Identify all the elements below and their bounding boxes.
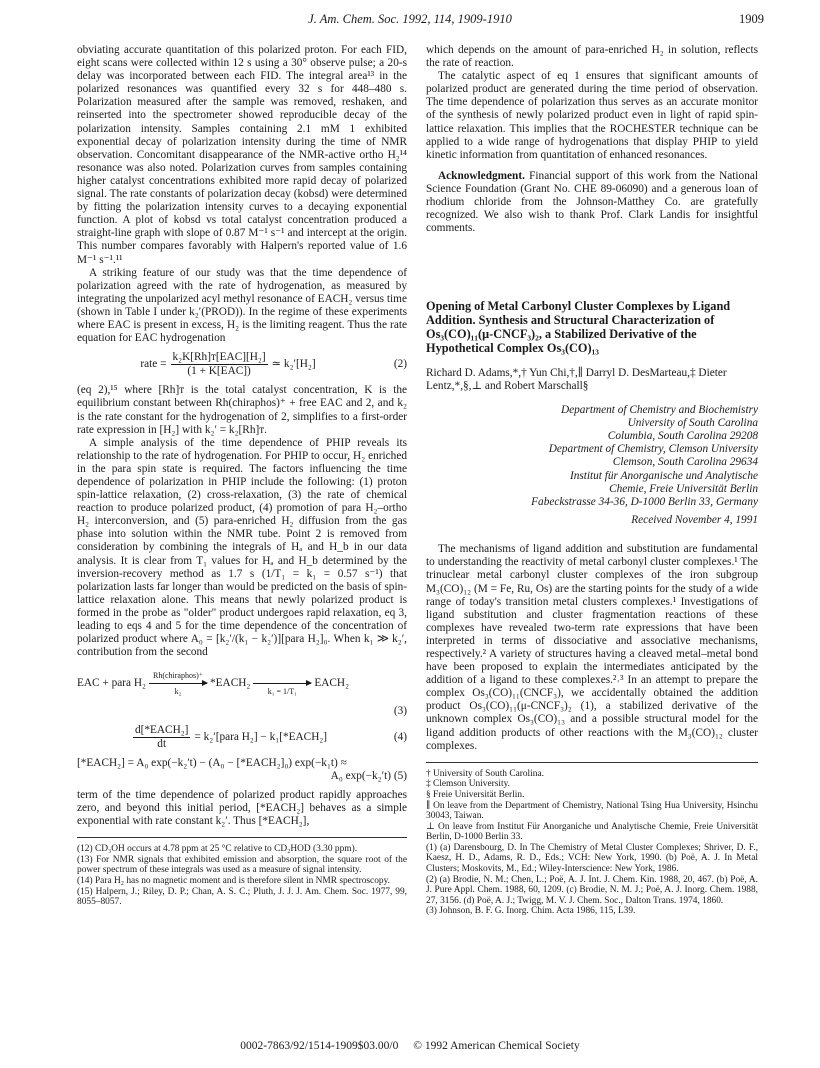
right-column: [426, 44, 758, 917]
footnote: (13) For NMR signals that exhibited emission and absorption, the square root of the power spectrum of these integrals was used as a measure of signal intensity.: [77, 854, 407, 876]
author-list: Richard D. Adams,*,† Yun Chi,†,∥ Darryl D. DesMarteau,‡ Dieter Lentz,*,§,⊥ and Robert Marschall§: [426, 367, 727, 393]
arrow-line: [149, 683, 207, 684]
footnote: (1) (a) Darensbourg, D. In The Chemistry of Metal Cluster Complexes; Shriver, D. F., Kaesz, H. D., Adams, R. D., Eds.; VCH: New York, 1990. (b) Poë, A. J. In Metal Clusters; Moskovits, M., Ed.; Wiley-Interscience: New York, 1986.: [426, 842, 758, 875]
paragraph: (eq 2),¹⁵ where [Rh]ᴛ is the total catalyst concentration, K is the equilibrium constant between Rh(chiraphos)⁺ + free EAC and 2, and k₂ is the rate constant for the hydrogenation of 2, simplifies to a first-order rate expression in [H₂] with k₂′ = k₂[Rh]ᴛ.: [77, 384, 407, 436]
eq-denominator: (1 + K[EAC]): [187, 365, 251, 378]
eq-rhs: ≃ k₂′[H₂]: [271, 358, 316, 371]
footnote: ∥ On leave from the Department of Chemistry, National Tsing Hua University, Hsinchu 30043, Taiwan.: [426, 800, 758, 822]
paragraph: The catalytic aspect of eq 1 ensures that significant amounts of polarized product are generated during the time period of observation. The time dependence of polarization thus serves as an accurate monitor of the synthesis of newly polarized product even in light of rapid spin-lattice relaxation. This implies that the ROCHESTER technique can be applied to a wide range of hydrogenations that display PHIP to yield kinetic information from quantitation of enhanced resonances.: [426, 70, 758, 161]
equation-4: [77, 724, 407, 751]
footnote: (2) (a) Brodie, N. M.; Chen, L.; Poë, A. J. Int. J. Chem. Kin. 1988, 20, 467. (b) Poë, A. J. Pure Appl. Chem. 1988, 60, 1209. (c) Brodie, N. M. J.; Poë, A. J. Inorg. Chem. 1988, 27, 3156. (d) Poë, A. J.; Twigg, M. V. J. Chem. Soc., Dalton Trans. 1974, 1860.: [426, 874, 758, 906]
equation-number: (3): [393, 704, 407, 717]
eq-lhs: rate =: [140, 358, 167, 371]
footnote-divider: [77, 837, 407, 838]
footnotes: [77, 844, 407, 908]
affiliation-line: Fabeckstrasse 34-36, D-1000 Berlin 33, Germany: [531, 495, 758, 508]
paragraph: A simple analysis of the time dependence of PHIP reveals its relationship to the rate of hydrogenation. For PHIP to occur, H₂ enriched in the para spin state is required. The factors influencing the time dependence of polarization in PHIP include the following: (1) proton spin-lattice relaxation, (2) cross-relaxation, (3) the rate of chemical reaction to produce polarized product, (4) promotion of para H₂–ortho H₂ interconversion, and (5) para-enriched H₂ diffusion from the gas phase into solution within the NMR tube. Point 2 is removed from consideration by combining the integrals of Hₐ and H_b in our data analysis. It is clear from T₁ values for Hₐ and H_b determined by the inversion-recovery method as 1.7 s (1/T₁ = k₁ = 0.57 s⁻¹) that polarization lasts far longer than would be predicted on the basis of spin-lattice relaxation alone. This means that newly polarized product is formed in the probe as "older" product undergoes rapid relaxation, eq 3, leading to eqs 4 and 5 for the time dependence of the concentration of polarized product where A₀ = [k₂′/(k₁ − k₂′)][para H₂]₀. When k₁ ≫ k₂′, contribution from the second: [77, 436, 407, 659]
footnote-divider: [426, 762, 758, 763]
footnote: § Freie Universität Berlin.: [426, 789, 525, 800]
footnote: ‡ Clemson University.: [426, 779, 511, 790]
affiliation-line: Clemson, South Carolina 29634: [612, 456, 758, 469]
eq-fraction: [133, 724, 191, 751]
page-footer: [0, 1040, 820, 1052]
acknowledgment-text: Financial support of this work from the National Science Foundation (Grant No. CHE 89-06090) and a generous loan of rhodium chloride from the Johnson-Matthey Co. are gratefully recognized. We also wish to thank Prof. Clark Landis for insightful comments.: [426, 169, 758, 235]
paragraph: which depends on the amount of para-enriched H₂ in solution, reflects the rate of reaction.: [426, 44, 758, 70]
reaction-arrow: [253, 669, 311, 698]
left-column: [77, 44, 407, 908]
equation-number: (4): [393, 730, 407, 743]
paragraph: The mechanisms of ligand addition and substitution are fundamental to understanding the reactivity of metal carbonyl cluster complexes.¹ The trinuclear metal carbonyl cluster complexes of the iron subgroup M₃(CO)₁₂ (M = Fe, Ru, Os) are the starting points for the study of a wide range of today's transition metal clusters complexes.¹ Investigations of ligand substitution and cluster fragmentation reactions of these complexes have revealed two-term rate expressions that have been interpreted in terms of dissociative and associative mechanisms, respectively.² A variety of structures having a cleaved metal–metal bond have been proposed to explain the intermediates anticipated by the addition of a ligand to these complexes.²˒³ In an attempt to prepare the complex Os₃(CO)₁₁(CNCF₃), we accidentally obtained the addition product Os₃(CO)₁₁(μ-CNCF₃)₂ (1), a stabilized derivative of the unknown complex Os₃(CO)₁₃ and a possible structural model for the ligand addition products of other reactions with the M₃(CO)₁₂ cluster complexes.: [426, 543, 758, 752]
eq-numerator: k₂K[Rh]ᴛ[EAC][H₂]: [171, 351, 268, 365]
arrow-rate: k₁ = 1/T₁: [267, 687, 297, 697]
affiliation-line: University of South Carolina: [627, 416, 758, 429]
footnote: (15) Halpern, J.; Riley, D. P.; Chan, A. S. C.; Pluth, J. J. J. Am. Chem. Soc. 1977, 99, 8055–8057.: [77, 886, 407, 908]
acknowledgment: [426, 170, 758, 235]
eq-line: A₀ exp(−k₂′t): [330, 769, 391, 782]
reaction-arrow: [149, 669, 207, 698]
equation-3: [77, 669, 407, 698]
footnote: ⊥ On leave from Institut Für Anorganiche und Analytische Chemie, Freie Universität Berlin, D-1000 Berlin 33.: [426, 821, 758, 843]
article-code: 0002-7863/92/1514-1909$03.00/0: [240, 1040, 399, 1052]
eq-numerator: d[*EACH₂]: [133, 724, 191, 738]
affiliation-line: Department of Chemistry, Clemson University: [548, 443, 758, 456]
equation-number: (2): [393, 358, 407, 371]
eq-line: [*EACH₂] = A₀ exp(−k₂′t) − (A₀ − [*EACH₂]₀) exp(−k₁t) ≈: [77, 756, 347, 769]
eq-intermediate: *EACH₂: [209, 677, 251, 690]
arrow-catalyst: Rh(chiraphos)⁺: [152, 671, 203, 681]
eq-product: EACH₂: [314, 677, 350, 690]
paragraph: A striking feature of our study was that the time dependence of polarization agreed with the rate of hydrogenation, as measured by integrating the unpolarized acyl methyl resonance of EACH₂ versus time (shown in Table I under k₂′(PROD)). In the regime of these experiments where EAC is present in excess, H₂ is the limiting reagent. Thus the rate equation for EAC hydrogenation: [77, 266, 407, 345]
page-number: 1909: [739, 12, 764, 26]
arrow-rate: k₂: [174, 687, 182, 697]
eq-reactants: EAC + para H₂: [77, 677, 146, 690]
footnote: † University of South Carolina.: [426, 768, 544, 779]
equation-number: (5): [393, 769, 407, 782]
arrow-line: [253, 683, 311, 684]
affiliation-line: Institut für Anorganische und Analytische: [569, 469, 758, 482]
footnote: (12) CD₃OH occurs at 4.78 ppm at 25 °C relative to CD₂HOD (3.30 ppm).: [77, 844, 358, 855]
affiliation-line: Columbia, South Carolina 29208: [607, 429, 758, 442]
footnote: (14) Para H₂ has no magnetic moment and is therefore silent in NMR spectroscopy.: [77, 876, 390, 887]
article-title: Opening of Metal Carbonyl Cluster Complexes by Ligand Addition. Synthesis and Structural Characterization of Os₃(CO)₁₁(μ-CNCF₃)₂, a Stabilized Derivative of the Hypothetical Complex Os₃(CO)₁₃: [426, 299, 731, 356]
eq-rhs: = k₂′[para H₂] − k₁[*EACH₂]: [194, 730, 328, 743]
affiliation-line: Department of Chemistry and Biochemistry: [560, 403, 758, 416]
copyright: © 1992 American Chemical Society: [413, 1040, 580, 1052]
paragraph: term of the time dependence of polarized product rapidly approaches zero, and beyond this initial period, [*EACH₂] behaves as a simple exponential with rate constant k₂′. Thus [*EACH₂],: [77, 788, 407, 828]
received-date: Received November 4, 1991: [631, 514, 758, 527]
running-header: [0, 12, 820, 34]
paragraph: obviating accurate quantitation of this polarized proton. For each FID, eight scans were collected within 12 s using a 30° observe pulse; a 20-s delay was incorporated between each FID. The integral area¹³ in the polarized resonances was quantified every 32 s for 448–480 s. Polarization measured after the sample was removed, reshaken, and reinserted into the spectrometer showed reproducible decay of the polarization intensity. Samples containing 2.1 mM 1 exhibited exponential decay of polarization intensity during the time of NMR observation. Concomitant disappearance of the NMR-active ortho H₂¹⁴ resonance was also noted. Polarization curves from samples containing higher catalyst concentrations exhibited more rapid decay of polarized signal. The rate constants of polarization decay (kobsd) were determined by fitting the polarization intensity curves to a decaying exponential function. A plot of kobsd vs total catalyst concentration produced a straight-line graph with slope of 0.87 M⁻¹ s⁻¹ and intercept at the origin. This number compares favorably with Halpern's reported value of 1.6 M⁻¹ s⁻¹.¹¹: [77, 44, 407, 266]
affiliations: [426, 404, 758, 510]
eq-fraction: [171, 351, 268, 378]
equation-5: [77, 757, 407, 783]
eq-denominator: dt: [157, 737, 167, 750]
journal-citation: J. Am. Chem. Soc. 1992, 114, 1909-1910: [308, 12, 512, 26]
footnote: (3) Johnson, B. F. G. Inorg. Chim. Acta 1986, 115, L39.: [426, 906, 636, 917]
acknowledgment-label: Acknowledgment.: [438, 169, 525, 182]
footnotes: [426, 769, 758, 917]
affiliation-line: Chemie, Freie Universität Berlin: [609, 482, 758, 495]
equation-2: [77, 351, 407, 378]
